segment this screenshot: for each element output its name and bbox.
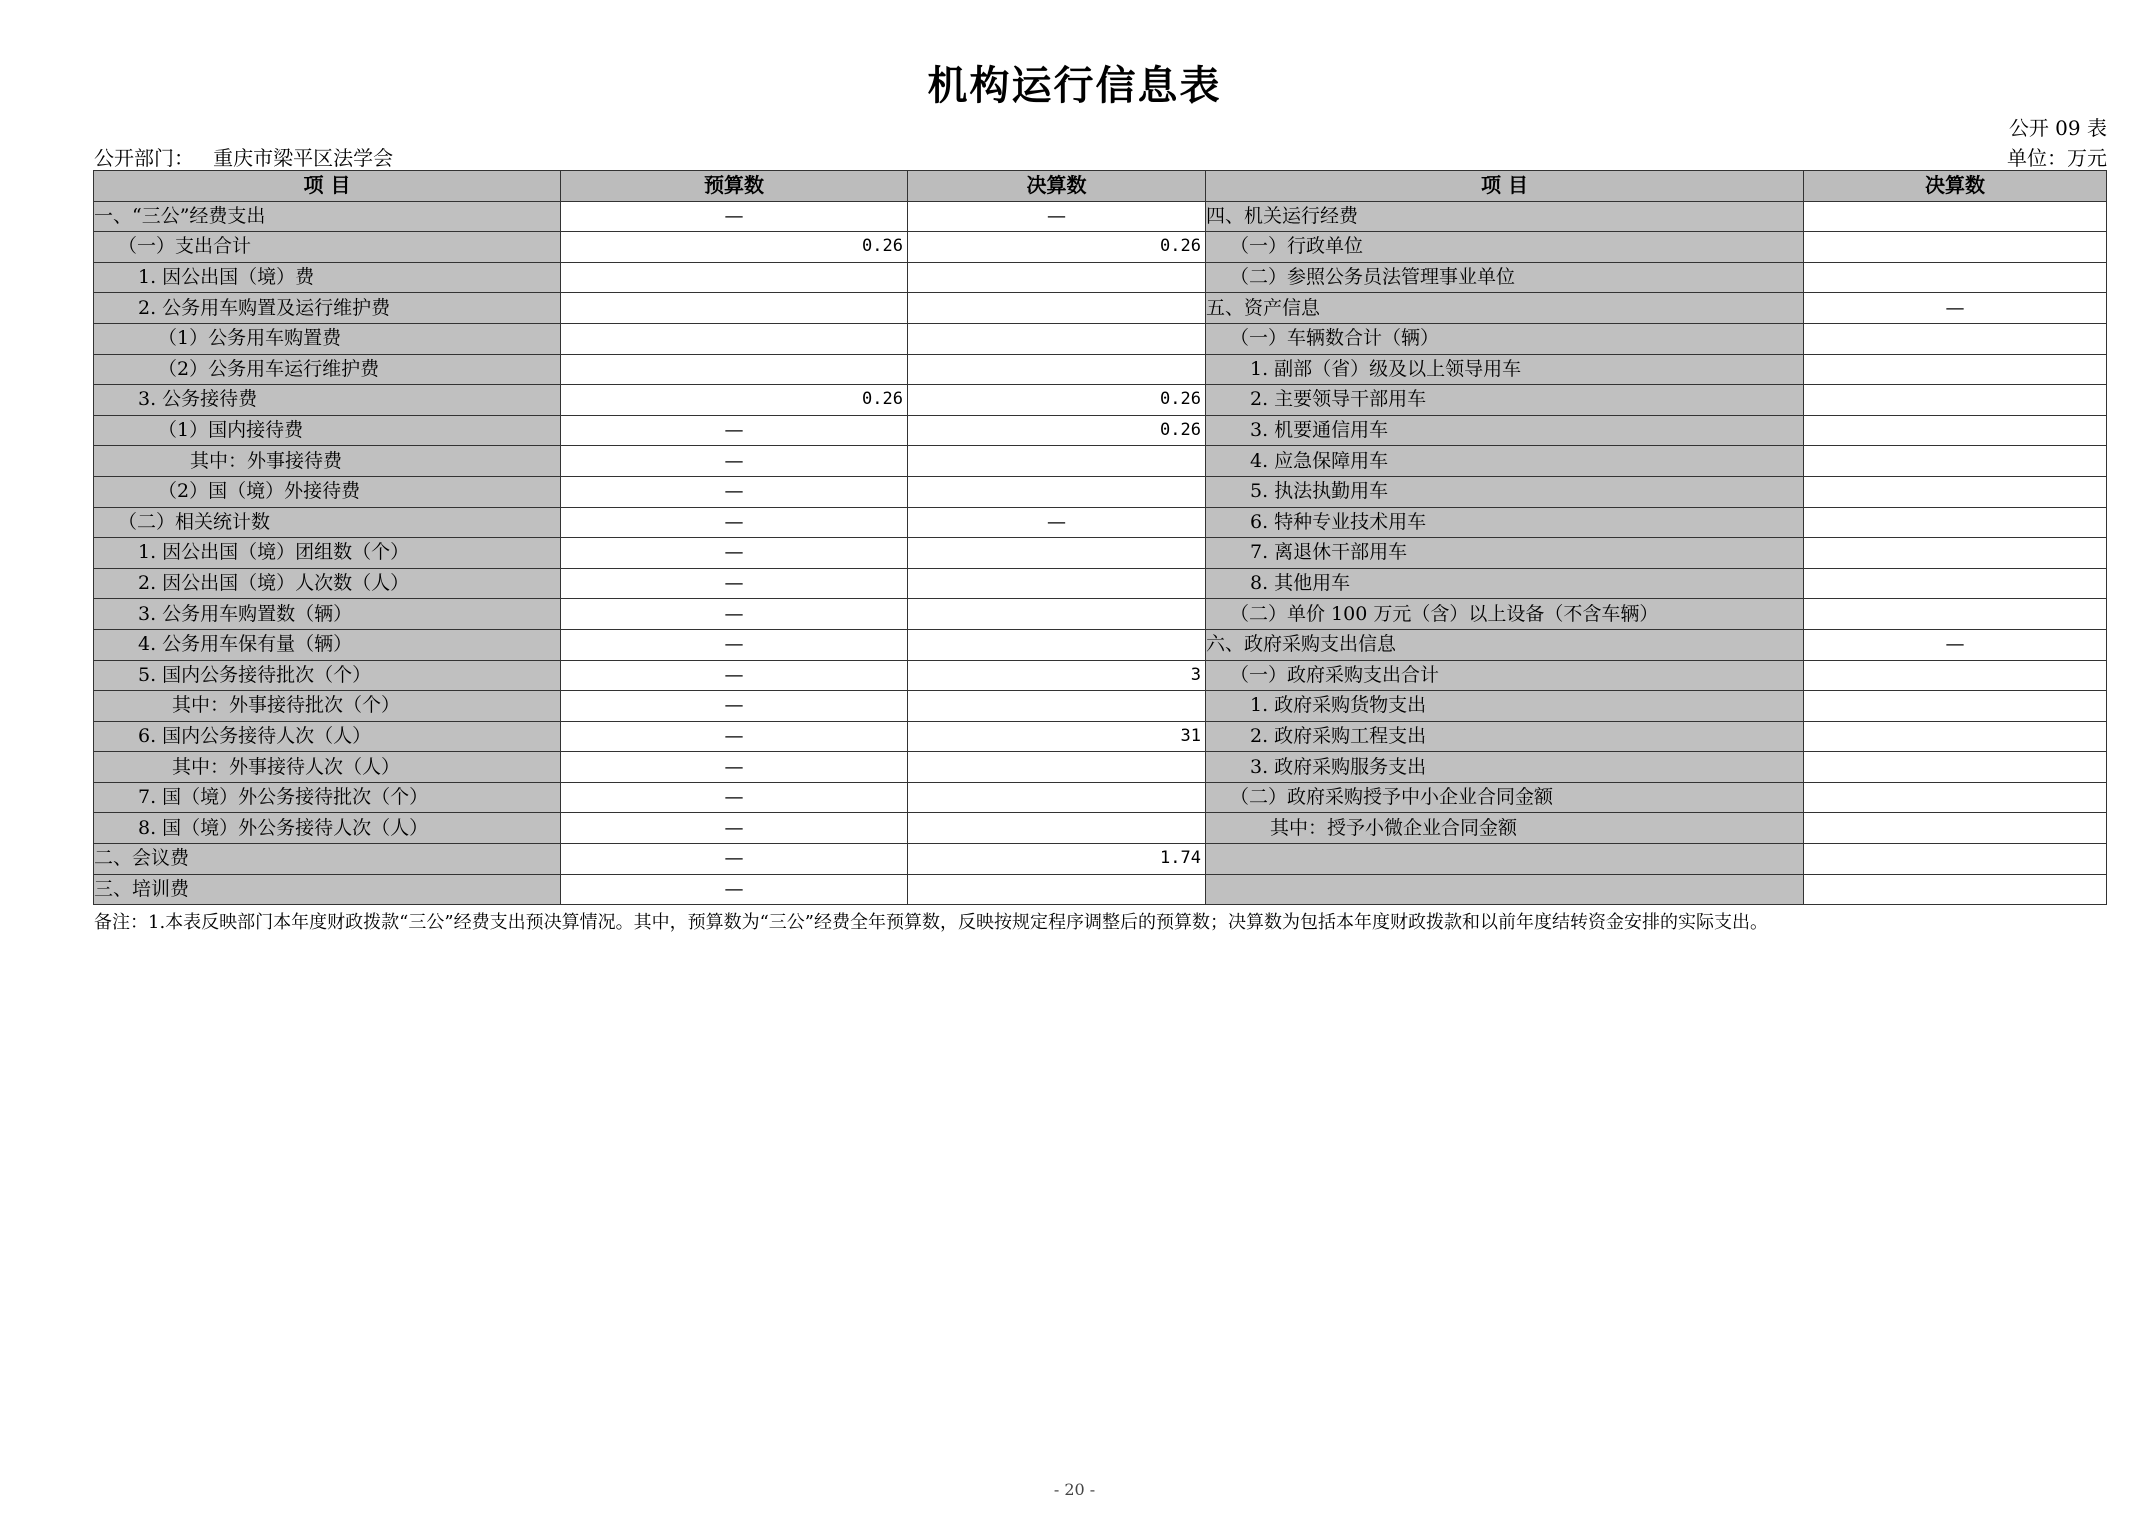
row-label-right: 6. 特种专业技术用车 (1206, 507, 1804, 538)
row-label-right: （一）政府采购支出合计 (1206, 660, 1804, 691)
row-label-left: 二、会议费 (94, 844, 561, 875)
budget-value: — (561, 538, 908, 569)
final-value-right: — (1804, 629, 2107, 660)
table-row (94, 538, 2107, 569)
row-label-right: 3. 政府采购服务支出 (1206, 752, 1804, 783)
final-value-left (908, 538, 1206, 569)
table-header-row (94, 171, 2107, 202)
budget-value: — (561, 691, 908, 722)
final-value-right (1804, 844, 2107, 875)
final-value-left (908, 568, 1206, 599)
table-row (94, 660, 2107, 691)
budget-value: — (561, 446, 908, 477)
final-value-left: — (908, 201, 1206, 232)
table-row (94, 385, 2107, 416)
final-value-right (1804, 782, 2107, 813)
final-value-right (1804, 476, 2107, 507)
final-value-left (908, 782, 1206, 813)
table-row (94, 782, 2107, 813)
row-label-left: 一、“三公”经费支出 (94, 201, 561, 232)
budget-value (561, 293, 908, 324)
table-row (94, 262, 2107, 293)
page-number: - 20 - (1053, 1480, 1096, 1499)
final-value-right (1804, 874, 2107, 905)
row-label-left: 其中：外事接待人次（人） (94, 752, 561, 783)
row-label-right (1206, 874, 1804, 905)
row-label-right: 1. 副部（省）级及以上领导用车 (1206, 354, 1804, 385)
final-value-right (1804, 507, 2107, 538)
row-label-left: （二）相关统计数 (94, 507, 561, 538)
final-value-right (1804, 691, 2107, 722)
row-label-right (1206, 844, 1804, 875)
table-row (94, 691, 2107, 722)
row-label-right: （一）车辆数合计（辆） (1206, 323, 1804, 354)
row-label-right: 2. 主要领导干部用车 (1206, 385, 1804, 416)
row-label-left: （2）公务用车运行维护费 (94, 354, 561, 385)
row-label-left: （1）国内接待费 (94, 415, 561, 446)
final-value-left (908, 752, 1206, 783)
row-label-right: （二）参照公务员法管理事业单位 (1206, 262, 1804, 293)
unit-label: 单位：万元 (2007, 146, 2107, 170)
budget-value: — (561, 476, 908, 507)
final-value-right (1804, 262, 2107, 293)
final-value-left (908, 813, 1206, 844)
final-value-right (1804, 599, 2107, 630)
final-value-left (908, 691, 1206, 722)
header-item-left: 项 目 (94, 171, 561, 202)
row-label-left: 2. 因公出国（境）人次数（人） (94, 568, 561, 599)
table-row (94, 752, 2107, 783)
budget-value (561, 262, 908, 293)
budget-value: — (561, 844, 908, 875)
final-value-right (1804, 415, 2107, 446)
final-value-left: 1.74 (908, 844, 1206, 875)
table-row (94, 415, 2107, 446)
budget-value: — (561, 568, 908, 599)
row-label-left: （2）国（境）外接待费 (94, 476, 561, 507)
final-value-right (1804, 201, 2107, 232)
budget-value: — (561, 660, 908, 691)
table-row (94, 721, 2107, 752)
row-label-left: （一）支出合计 (94, 232, 561, 263)
row-label-left: 7. 国（境）外公务接待批次（个） (94, 782, 561, 813)
footnote: 备注：1.本表反映部门本年度财政拨款“三公”经费支出预决算情况。其中，预算数为“三公”经费全年预算数，反映按规定程序调整后的预算数；决算数为包括本年度财政拨款和以前年度结转资金安排的实际支出。 (94, 912, 1768, 933)
row-label-right: （二）单价 100 万元（含）以上设备（不含车辆） (1206, 599, 1804, 630)
row-label-left: 4. 公务用车保有量（辆） (94, 629, 561, 660)
row-label-right: （二）政府采购授予中小企业合同金额 (1206, 782, 1804, 813)
final-value-left (908, 476, 1206, 507)
row-label-right: 四、机关运行经费 (1206, 201, 1804, 232)
budget-value: — (561, 782, 908, 813)
row-label-right: 8. 其他用车 (1206, 568, 1804, 599)
table-row (94, 507, 2107, 538)
final-value-right (1804, 752, 2107, 783)
budget-value: — (561, 507, 908, 538)
table-row (94, 476, 2107, 507)
final-value-right (1804, 660, 2107, 691)
final-value-left (908, 323, 1206, 354)
row-label-left: 6. 国内公务接待人次（人） (94, 721, 561, 752)
table-row (94, 446, 2107, 477)
budget-value: — (561, 813, 908, 844)
table-row (94, 813, 2107, 844)
row-label-right: 3. 机要通信用车 (1206, 415, 1804, 446)
row-label-right: 六、政府采购支出信息 (1206, 629, 1804, 660)
final-value-left (908, 446, 1206, 477)
final-value-left: 31 (908, 721, 1206, 752)
budget-value: 0.26 (561, 385, 908, 416)
row-label-right: 其中：授予小微企业合同金额 (1206, 813, 1804, 844)
row-label-left: 3. 公务接待费 (94, 385, 561, 416)
budget-value: — (561, 415, 908, 446)
final-value-right (1804, 568, 2107, 599)
row-label-left: 8. 国（境）外公务接待人次（人） (94, 813, 561, 844)
row-label-right: 五、资产信息 (1206, 293, 1804, 324)
header-final-right: 决算数 (1804, 171, 2107, 202)
final-value-right (1804, 232, 2107, 263)
table-row (94, 201, 2107, 232)
row-label-right: 1. 政府采购货物支出 (1206, 691, 1804, 722)
row-label-right: 4. 应急保障用车 (1206, 446, 1804, 477)
final-value-left: — (908, 507, 1206, 538)
final-value-right (1804, 813, 2107, 844)
budget-value: — (561, 599, 908, 630)
final-value-right (1804, 446, 2107, 477)
table-row (94, 844, 2107, 875)
row-label-right: 5. 执法执勤用车 (1206, 476, 1804, 507)
budget-value: — (561, 201, 908, 232)
table-row (94, 568, 2107, 599)
table-row (94, 629, 2107, 660)
table-row (94, 323, 2107, 354)
budget-value: — (561, 721, 908, 752)
budget-value (561, 323, 908, 354)
table-row (94, 232, 2107, 263)
final-value-left (908, 262, 1206, 293)
row-label-right: 7. 离退休干部用车 (1206, 538, 1804, 569)
final-value-left (908, 599, 1206, 630)
header-final-left: 决算数 (908, 171, 1206, 202)
row-label-left: 2. 公务用车购置及运行维护费 (94, 293, 561, 324)
table-row (94, 874, 2107, 905)
form-number: 公开 09 表 (2008, 116, 2107, 140)
final-value-left: 0.26 (908, 232, 1206, 263)
department-line (94, 142, 393, 171)
final-value-right: — (1804, 293, 2107, 324)
final-value-right (1804, 385, 2107, 416)
final-value-right (1804, 323, 2107, 354)
page-title: 机构运行信息表 (927, 63, 1222, 109)
budget-value: — (561, 629, 908, 660)
final-value-right (1804, 721, 2107, 752)
department-label: 公开部门： (94, 146, 194, 170)
row-label-left: 三、培训费 (94, 874, 561, 905)
table-row (94, 599, 2107, 630)
row-label-left: （1）公务用车购置费 (94, 323, 561, 354)
budget-value (561, 354, 908, 385)
final-value-left (908, 874, 1206, 905)
row-label-right: （一）行政单位 (1206, 232, 1804, 263)
budget-value: 0.26 (561, 232, 908, 263)
header-item-right: 项 目 (1206, 171, 1804, 202)
final-value-left (908, 629, 1206, 660)
final-value-right (1804, 354, 2107, 385)
table-row (94, 293, 2107, 324)
row-label-left: 1. 因公出国（境）费 (94, 262, 561, 293)
budget-value: — (561, 752, 908, 783)
final-value-left: 0.26 (908, 385, 1206, 416)
row-label-left: 5. 国内公务接待批次（个） (94, 660, 561, 691)
final-value-left: 3 (908, 660, 1206, 691)
row-label-left: 1. 因公出国（境）团组数（个） (94, 538, 561, 569)
row-label-left: 3. 公务用车购置数（辆） (94, 599, 561, 630)
final-value-left (908, 293, 1206, 324)
row-label-right: 2. 政府采购工程支出 (1206, 721, 1804, 752)
department-name: 重庆市梁平区法学会 (213, 146, 394, 170)
info-table (93, 170, 2107, 905)
header-budget: 预算数 (561, 171, 908, 202)
budget-value: — (561, 874, 908, 905)
final-value-right (1804, 538, 2107, 569)
row-label-left: 其中：外事接待批次（个） (94, 691, 561, 722)
final-value-left (908, 354, 1206, 385)
final-value-left: 0.26 (908, 415, 1206, 446)
table-row (94, 354, 2107, 385)
row-label-left: 其中：外事接待费 (94, 446, 561, 477)
